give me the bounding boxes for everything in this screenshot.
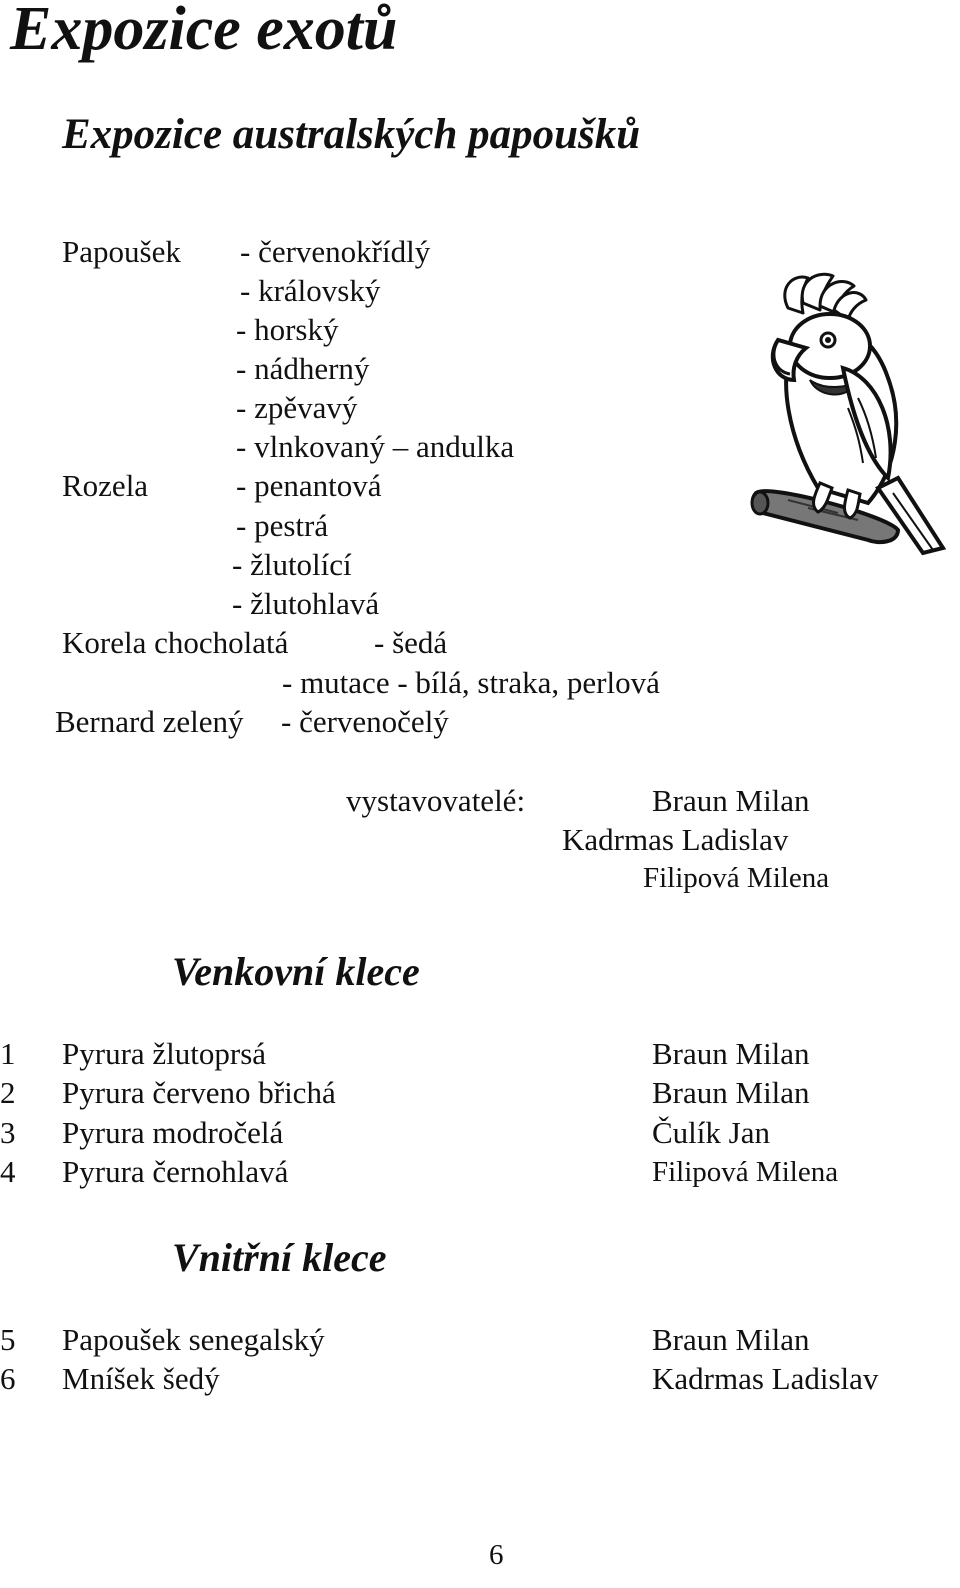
- exhibitors-label: vystavovatelé:: [346, 783, 526, 818]
- variety-line: - vlnkovaný – andulka: [236, 429, 515, 464]
- cage-number: 2: [0, 1075, 16, 1110]
- cage-owner: Kadrmas Ladislav: [652, 1361, 879, 1396]
- cage-species: Pyrura černohlavá: [62, 1154, 289, 1189]
- variety-line: - královský: [240, 273, 381, 308]
- section-title-outdoor: Venkovní klece: [172, 949, 420, 994]
- variety-line: - pestrá: [236, 508, 329, 543]
- cage-species: Mníšek šedý: [62, 1361, 220, 1396]
- cage-species: Papoušek senegalský: [62, 1322, 325, 1357]
- cage-owner: Čulík Jan: [652, 1115, 770, 1150]
- variety-line: - červenočelý: [281, 704, 449, 739]
- cage-number: 4: [0, 1154, 16, 1189]
- parrot-illustration: [748, 268, 948, 568]
- cage-number: 3: [0, 1115, 16, 1150]
- cage-number: 5: [0, 1322, 16, 1357]
- cage-owner: Filipová Milena: [652, 1156, 839, 1188]
- cage-species: Pyrura žlutoprsá: [62, 1036, 267, 1071]
- variety-line: - horský: [236, 312, 339, 347]
- species-korela: Korela chocholatá: [62, 625, 289, 660]
- variety-line: - červenokřídlý: [240, 234, 431, 269]
- exhibitor-name: Braun Milan: [652, 783, 810, 818]
- cage-owner: Braun Milan: [652, 1075, 810, 1110]
- cage-number: 1: [0, 1036, 16, 1071]
- variety-line: - zpěvavý: [236, 390, 358, 425]
- exhibitor-name: Kadrmas Ladislav: [562, 822, 789, 857]
- variety-line: - nádherný: [236, 351, 370, 386]
- exhibitor-name: Filipová Milena: [643, 862, 830, 894]
- variety-line: - žlutolící: [232, 547, 352, 582]
- cage-species: Pyrura modročelá: [62, 1115, 284, 1150]
- section-title-indoor: Vnitřní klece: [172, 1235, 387, 1280]
- page-number: 6: [489, 1539, 504, 1571]
- species-papousek: Papoušek: [62, 234, 181, 269]
- page-title: Expozice exotů: [10, 0, 398, 63]
- cage-owner: Braun Milan: [652, 1322, 810, 1357]
- variety-line: - penantová: [236, 468, 382, 503]
- variety-line: - žlutohlavá: [232, 586, 380, 621]
- cage-owner: Braun Milan: [652, 1036, 810, 1071]
- cage-species: Pyrura červeno břichá: [62, 1075, 336, 1110]
- section-title-australian: Expozice australských papoušků: [62, 111, 641, 158]
- variety-line: - mutace - bílá, straka, perlová: [282, 665, 660, 700]
- variety-line: - šedá: [374, 625, 448, 660]
- species-bernard: Bernard zelený: [55, 704, 244, 739]
- species-rozela: Rozela: [62, 468, 149, 503]
- cage-number: 6: [0, 1361, 16, 1396]
